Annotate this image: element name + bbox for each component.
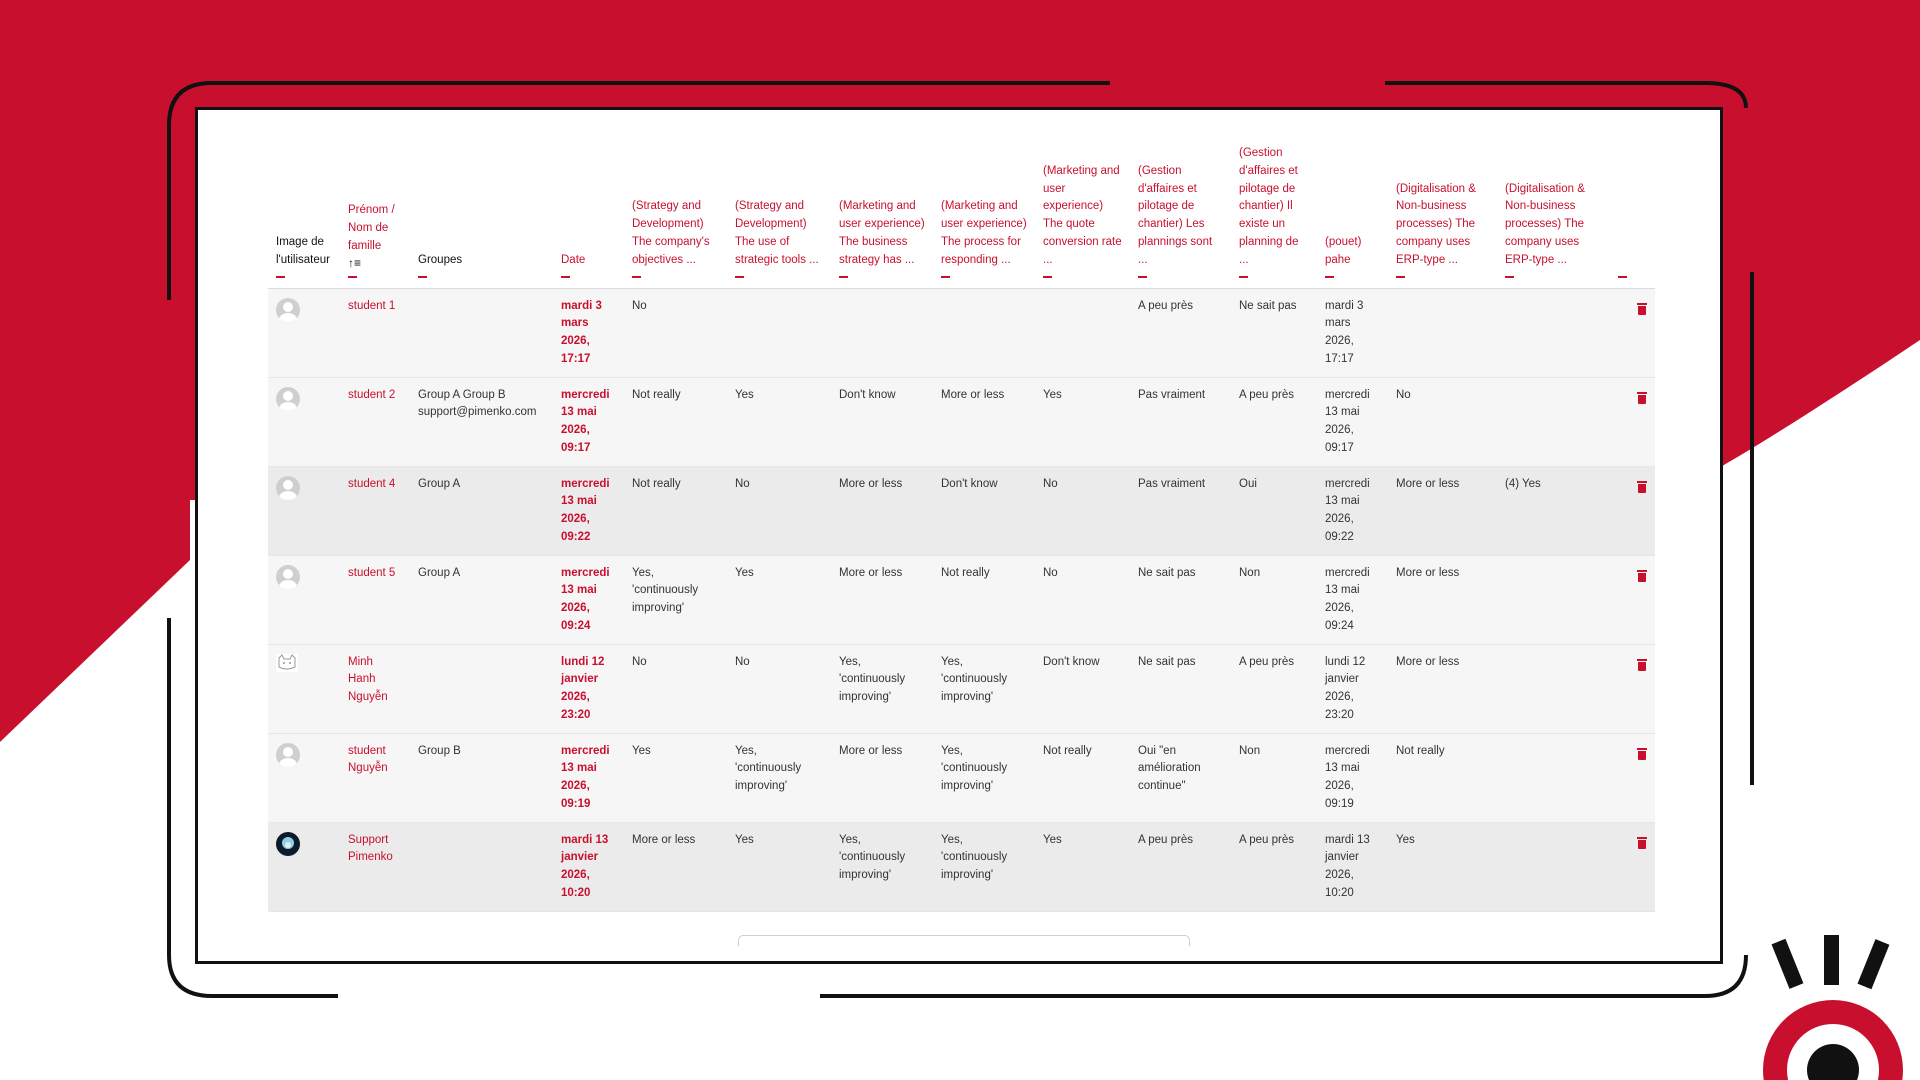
column-header-groups	[410, 140, 553, 288]
column-header-label: (Gestion d'affaires et pilotage de chantier) Il existe un planning de ...	[1239, 146, 1299, 266]
groups-cell	[410, 288, 553, 377]
collapse-column-icon[interactable]	[1505, 276, 1514, 278]
collapse-column-icon[interactable]	[1618, 276, 1627, 278]
avatar-cell	[268, 644, 340, 733]
answer-cell	[1497, 288, 1610, 377]
answer-cell: Pas vraiment	[1130, 466, 1231, 555]
answer-cell: Ne sait pas	[1130, 644, 1231, 733]
groups-cell: Group B	[410, 733, 553, 822]
answer-cell: No	[1388, 377, 1497, 466]
answer-cell	[1035, 288, 1130, 377]
actions-cell	[1610, 822, 1655, 911]
response-date-link[interactable]: mercredi 13 mai 2026, 09:19	[553, 733, 624, 822]
answer-cell: Yes	[1035, 822, 1130, 911]
answer-cell: Yes	[727, 377, 831, 466]
groups-cell: Group A	[410, 466, 553, 555]
actions-cell	[1610, 288, 1655, 377]
column-header-label: (pouet) pahe	[1325, 235, 1362, 266]
answer-cell: A peu près	[1130, 288, 1231, 377]
answer-cell	[1497, 555, 1610, 644]
collapse-column-icon[interactable]	[941, 276, 950, 278]
groups-cell	[410, 822, 553, 911]
user-name-link[interactable]: student 4	[340, 466, 410, 555]
answer-cell: Not really	[624, 377, 727, 466]
answer-cell: mercredi 13 mai 2026, 09:24	[1317, 555, 1388, 644]
table-body	[268, 288, 1655, 911]
answer-cell: mercredi 13 mai 2026, 09:19	[1317, 733, 1388, 822]
column-header-name[interactable]	[340, 140, 410, 288]
answer-cell: mardi 3 mars 2026, 17:17	[1317, 288, 1388, 377]
trash-icon[interactable]	[1637, 748, 1647, 760]
collapse-column-icon[interactable]	[1396, 276, 1405, 278]
answer-cell: mercredi 13 mai 2026, 09:17	[1317, 377, 1388, 466]
answer-cell	[933, 288, 1035, 377]
column-header-q6[interactable]	[1130, 140, 1231, 288]
column-header-label: (Marketing and user experience) The business strategy has ...	[839, 200, 925, 266]
collapse-column-icon[interactable]	[276, 276, 285, 278]
collapse-column-icon[interactable]	[632, 276, 641, 278]
answer-cell: No	[727, 644, 831, 733]
column-header-q4[interactable]	[933, 140, 1035, 288]
avatar-cell	[268, 466, 340, 555]
user-avatar-icon[interactable]	[276, 476, 300, 500]
answer-cell: A peu près	[1130, 822, 1231, 911]
screen	[195, 107, 1723, 964]
user-avatar-icon[interactable]	[276, 743, 300, 767]
answer-cell	[727, 288, 831, 377]
table-row	[268, 733, 1655, 822]
response-date-link[interactable]: mercredi 13 mai 2026, 09:22	[553, 466, 624, 555]
answer-cell	[1497, 733, 1610, 822]
cat-avatar-icon[interactable]	[276, 654, 298, 672]
answer-cell: Don't know	[933, 466, 1035, 555]
column-header-q10[interactable]	[1497, 140, 1610, 288]
trash-icon[interactable]	[1637, 659, 1647, 671]
answer-cell: Oui "en amélioration continue"	[1130, 733, 1231, 822]
user-name-link[interactable]: Support Pimenko	[340, 822, 410, 911]
user-avatar-icon[interactable]	[276, 565, 300, 589]
collapse-column-icon[interactable]	[1138, 276, 1147, 278]
answer-cell: Yes	[1035, 377, 1130, 466]
answer-cell: Oui	[1231, 466, 1317, 555]
avatar-cell	[268, 733, 340, 822]
answer-cell: More or less	[1388, 555, 1497, 644]
answer-cell: Ne sait pas	[1130, 555, 1231, 644]
column-header-q3[interactable]	[831, 140, 933, 288]
answer-cell: Yes, 'continuously improving'	[624, 555, 727, 644]
responses-table-wrapper	[268, 140, 1655, 912]
answer-cell: Don't know	[831, 377, 933, 466]
answer-cell: Non	[1231, 555, 1317, 644]
answer-cell: Yes, 'continuously improving'	[831, 822, 933, 911]
response-date-link[interactable]: mercredi 13 mai 2026, 09:17	[553, 377, 624, 466]
answer-cell: More or less	[831, 466, 933, 555]
answer-cell: lundi 12 janvier 2026, 23:20	[1317, 644, 1388, 733]
column-header-label: Date	[561, 253, 586, 266]
user-name-link[interactable]: student 5	[340, 555, 410, 644]
response-date-link[interactable]: lundi 12 janvier 2026, 23:20	[553, 644, 624, 733]
table-row	[268, 288, 1655, 377]
answer-cell: No	[1035, 466, 1130, 555]
answer-cell: More or less	[831, 555, 933, 644]
answer-cell: mardi 13 janvier 2026, 10:20	[1317, 822, 1388, 911]
collapse-column-icon[interactable]	[1043, 276, 1052, 278]
avatar-cell	[268, 822, 340, 911]
column-header-label: Image de l'utilisateur	[276, 235, 330, 266]
answer-cell	[1497, 644, 1610, 733]
answer-cell: A peu près	[1231, 822, 1317, 911]
response-date-link[interactable]: mercredi 13 mai 2026, 09:24	[553, 555, 624, 644]
avatar-cell	[268, 377, 340, 466]
answer-cell: Yes, 'continuously improving'	[933, 822, 1035, 911]
column-header-label: Groupes	[418, 253, 463, 266]
user-name-link[interactable]: student 1	[340, 288, 410, 377]
answer-cell: More or less	[1388, 644, 1497, 733]
trash-icon[interactable]	[1637, 481, 1647, 493]
avatar-cell	[268, 555, 340, 644]
table-row	[268, 377, 1655, 466]
user-name-link[interactable]: Minh Hanh Nguyễn	[340, 644, 410, 733]
answer-cell: Yes, 'continuously improving'	[831, 644, 933, 733]
answer-cell	[1497, 377, 1610, 466]
answer-cell: Yes	[624, 733, 727, 822]
column-header-label: (Digitalisation & Non-business processes) The company uses ERP-type ...	[1505, 182, 1585, 266]
collapse-column-icon[interactable]	[561, 276, 570, 278]
answer-cell: No	[727, 466, 831, 555]
actions-cell	[1610, 733, 1655, 822]
collapse-column-icon[interactable]	[418, 276, 427, 278]
answer-cell: Yes	[727, 555, 831, 644]
answer-cell: Not really	[624, 466, 727, 555]
actions-cell	[1610, 555, 1655, 644]
column-header-q9[interactable]	[1388, 140, 1497, 288]
actions-cell	[1610, 377, 1655, 466]
user-name-link[interactable]: student 2	[340, 377, 410, 466]
actions-cell	[1610, 644, 1655, 733]
sort-ascending-icon[interactable]: ↑≡	[348, 255, 362, 270]
collapse-column-icon[interactable]	[1239, 276, 1248, 278]
answer-cell: Yes	[727, 822, 831, 911]
user-avatar-icon[interactable]	[276, 387, 300, 411]
answer-cell: No	[624, 644, 727, 733]
trash-icon[interactable]	[1637, 392, 1647, 404]
trash-icon[interactable]	[1637, 837, 1647, 849]
answer-cell: Not really	[1388, 733, 1497, 822]
user-name-link[interactable]: student Nguyễn	[340, 733, 410, 822]
groups-cell: Group A Group B support@pimenko.com	[410, 377, 553, 466]
table-row	[268, 822, 1655, 911]
logo-avatar-icon[interactable]	[276, 832, 300, 856]
answer-cell: A peu près	[1231, 377, 1317, 466]
response-date-link[interactable]: mardi 13 janvier 2026, 10:20	[553, 822, 624, 911]
groups-cell	[410, 644, 553, 733]
answer-cell	[1388, 288, 1497, 377]
answer-cell: Yes, 'continuously improving'	[727, 733, 831, 822]
answer-cell: No	[1035, 555, 1130, 644]
column-header-label: (Digitalisation & Non-business processes) The company uses ERP-type ...	[1396, 182, 1476, 266]
answer-cell: Non	[1231, 733, 1317, 822]
collapse-column-icon[interactable]	[1325, 276, 1334, 278]
answer-cell	[831, 288, 933, 377]
column-header-date[interactable]	[553, 140, 624, 288]
answer-cell: Pas vraiment	[1130, 377, 1231, 466]
answer-cell: Not really	[933, 555, 1035, 644]
answer-cell: (4) Yes	[1497, 466, 1610, 555]
avatar-cell	[268, 288, 340, 377]
answer-cell: More or less	[933, 377, 1035, 466]
column-header-q5[interactable]	[1035, 140, 1130, 288]
table-row	[268, 466, 1655, 555]
column-header-actions[interactable]	[1610, 140, 1655, 288]
actions-cell	[1610, 466, 1655, 555]
table-row	[268, 555, 1655, 644]
responses-table	[268, 140, 1655, 912]
column-header-label: (Strategy and Development) The company's objectives ...	[632, 200, 710, 266]
collapse-column-icon[interactable]	[348, 276, 357, 278]
answer-cell: More or less	[1388, 466, 1497, 555]
column-header-avatar	[268, 140, 340, 288]
column-header-label: Prénom / Nom de famille	[348, 204, 395, 252]
collapse-column-icon[interactable]	[735, 276, 744, 278]
answer-cell: More or less	[624, 822, 727, 911]
response-date-link[interactable]: mardi 3 mars 2026, 17:17	[553, 288, 624, 377]
answer-cell: mercredi 13 mai 2026, 09:22	[1317, 466, 1388, 555]
answer-cell: No	[624, 288, 727, 377]
column-header-label: (Marketing and user experience) The quote conversion rate ...	[1043, 164, 1122, 266]
user-avatar-icon[interactable]	[276, 298, 300, 322]
trash-icon[interactable]	[1637, 570, 1647, 582]
column-header-q1[interactable]	[624, 140, 727, 288]
answer-cell: Yes, 'continuously improving'	[933, 733, 1035, 822]
column-header-label: (Gestion d'affaires et pilotage de chantier) Les plannings sont ...	[1138, 164, 1213, 266]
table-row	[268, 644, 1655, 733]
column-header-q7[interactable]	[1231, 140, 1317, 288]
column-header-q2[interactable]	[727, 140, 831, 288]
column-header-label: (Strategy and Development) The use of strategic tools ...	[735, 200, 819, 266]
answer-cell	[1497, 822, 1610, 911]
answer-cell: A peu près	[1231, 644, 1317, 733]
trash-icon[interactable]	[1637, 303, 1647, 315]
groups-cell: Group A	[410, 555, 553, 644]
answer-cell: Not really	[1035, 733, 1130, 822]
answer-cell: Yes	[1388, 822, 1497, 911]
answer-cell: More or less	[831, 733, 933, 822]
answer-cell: Don't know	[1035, 644, 1130, 733]
answer-cell: Ne sait pas	[1231, 288, 1317, 377]
collapse-column-icon[interactable]	[839, 276, 848, 278]
column-header-q8[interactable]	[1317, 140, 1388, 288]
answer-cell: Yes, 'continuously improving'	[933, 644, 1035, 733]
table-header-row	[268, 140, 1655, 288]
column-header-label: (Marketing and user experience) The process for responding ...	[941, 200, 1027, 266]
horizontal-scrollbar[interactable]	[738, 935, 1190, 946]
